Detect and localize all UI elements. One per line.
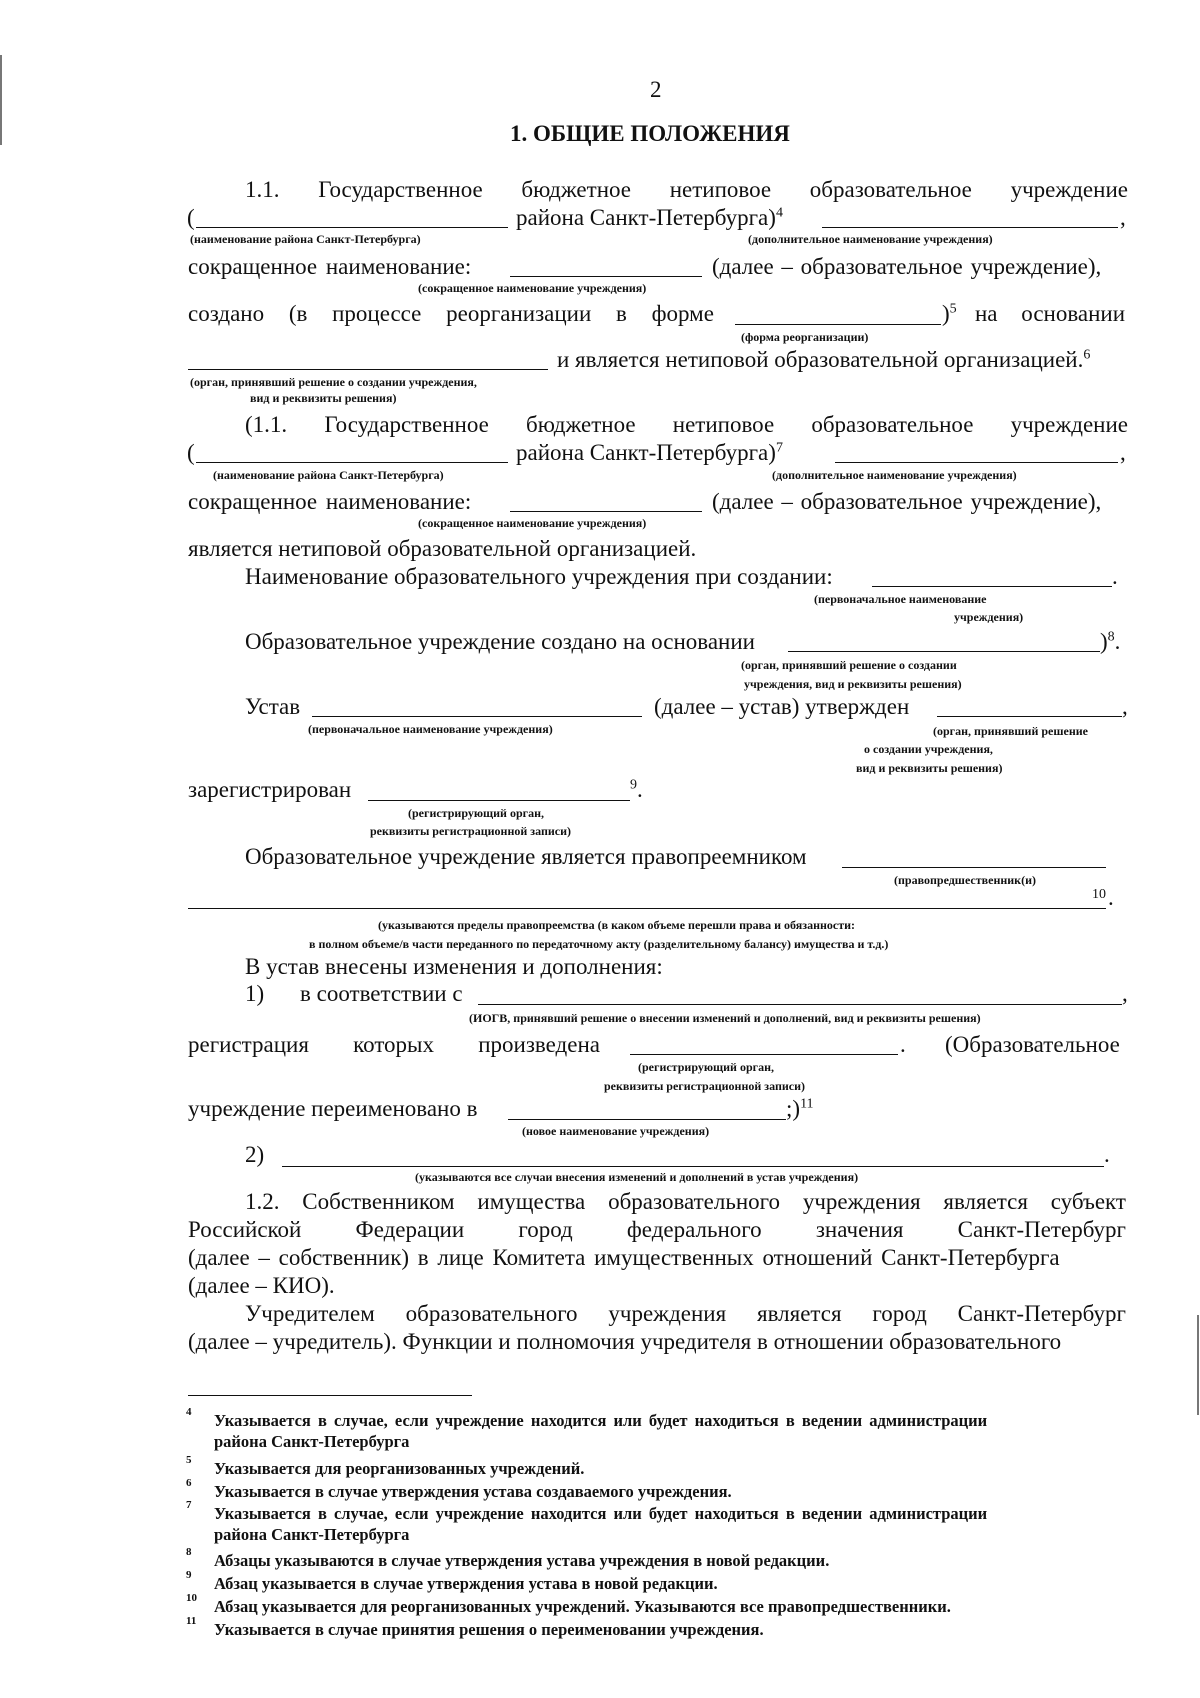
caption-registered-2: реквизиты регистрационной записи)	[370, 824, 572, 838]
amendment-item1-text: в соответствии с	[300, 981, 463, 1006]
caption-iogv: (ИОГВ, принявший решение о внесении изменений и дополнений, вид и реквизиты решения)	[469, 1011, 981, 1025]
creation-name-label: Наименование образовательного учреждения при создании:	[245, 564, 833, 589]
footnote-9-num: 9	[186, 1569, 192, 1581]
p1-line1: 1.1. Государственное бюджетное нетиповое образовательное учреждение	[245, 177, 1128, 202]
caption-amendment-reg-2: реквизиты регистрационной записи)	[604, 1079, 806, 1093]
amendment-item2-dot: .	[1104, 1142, 1110, 1167]
charter-registered: зарегистрирован	[188, 777, 352, 802]
amendments-label: В устав внесены изменения и дополнения:	[245, 954, 663, 979]
amendment-item2-num: 2)	[245, 1142, 265, 1167]
p1-short-tail: (далее – образовательное учреждение),	[712, 254, 1102, 279]
blank-creating-org	[188, 369, 548, 370]
p2-open-paren: (	[187, 440, 195, 465]
blank-creation-basis	[788, 651, 1100, 652]
charter-label: Устав	[245, 694, 301, 719]
blank-all-amendments	[282, 1166, 1104, 1167]
caption-registered-1: (регистрирующий орган,	[408, 806, 544, 820]
blank-short-name-2	[510, 511, 702, 512]
footnote-4-line2: района Санкт-Петербурга	[214, 1432, 410, 1451]
p12-line5: Учредителем образовательного учреждения является город Санкт-Петербург	[245, 1301, 1126, 1326]
footnote-5-line1: Указывается для реорганизованных учреждений.	[214, 1459, 585, 1478]
p1-open-paren: (	[187, 205, 195, 230]
successor-dot: .	[1108, 885, 1114, 910]
footnote-10-num: 10	[186, 1592, 197, 1604]
caption-initial-name-1: (первоначальное наименование	[814, 592, 987, 606]
amendment-item1-num: 1)	[245, 981, 265, 1006]
footnote-7-line2: района Санкт-Петербурга	[214, 1525, 410, 1544]
blank-amendment-registered-by	[630, 1054, 898, 1055]
footnote-7-line1: Указывается в случае, если учреждение находится или будет находиться в ведении администрации	[214, 1504, 988, 1523]
caption-district-name: (наименование района Санкт-Петербурга)	[190, 232, 421, 246]
caption-short-name: (сокращенное наименование учреждения)	[418, 281, 647, 295]
caption-creating-org-2: вид и реквизиты решения)	[250, 391, 397, 405]
p1-comma: ,	[1120, 205, 1126, 230]
caption-district-name-2: (наименование района Санкт-Петербурга)	[213, 468, 444, 482]
footnote-9-line1: Абзац указывается в случае утверждения устава в новой редакции.	[214, 1574, 718, 1593]
footnote-11-num: 11	[186, 1615, 197, 1627]
footnote-4-line1: Указывается в случае, если учреждение находится или будет находиться в ведении администрации	[214, 1411, 988, 1430]
caption-additional-name: (дополнительное наименование учреждения)	[748, 232, 993, 246]
blank-additional-name	[822, 227, 1118, 228]
p1-paren-close: )$^5$	[942, 301, 957, 326]
p2-line1: (1.1. Государственное бюджетное нетиповое образовательное учреждение	[245, 412, 1128, 437]
caption-limits-2: в полном объеме/в части переданного по передаточному акту (разделительному балансу) имущества и т.д.)	[309, 937, 889, 951]
blank-short-name	[510, 276, 702, 277]
footnote-6-num: 6	[186, 1477, 192, 1489]
p2-is-org: является нетиповой образовательной организацией.	[188, 536, 697, 561]
caption-additional-name-2: (дополнительное наименование учреждения)	[772, 468, 1017, 482]
scan-edge-left	[0, 55, 2, 145]
creation-paren-close: )$^8$.	[1100, 629, 1121, 654]
footnote-5-num: 5	[186, 1454, 192, 1466]
blank-charter-approver	[937, 716, 1122, 717]
caption-short-name-2: (сокращенное наименование учреждения)	[418, 516, 647, 530]
blank-registered-by	[368, 800, 630, 801]
caption-creation-basis-2: учреждения, вид и реквизиты решения)	[744, 677, 962, 691]
amendment-reg-dot: .	[900, 1032, 906, 1057]
caption-creation-basis-1: (орган, принявший решение о создании	[741, 658, 957, 672]
blank-iogv	[478, 1004, 1122, 1005]
p2-short-label: сокращенное наименование:	[188, 489, 472, 514]
p1-created-words: создано (в процессе реорганизации в форме	[188, 301, 714, 326]
footnote-6-line1: Указывается в случае утверждения устава создаваемого учреждения.	[214, 1482, 732, 1501]
creation-basis-label: Образовательное учреждение создано на основании	[245, 629, 755, 654]
amendment-renamed: учреждение переименовано в	[188, 1096, 478, 1121]
blank-district-name-2	[196, 462, 508, 463]
amendment-reg-tail: (Образовательное	[945, 1032, 1120, 1057]
caption-new-name: (новое наименование учреждения)	[522, 1124, 710, 1138]
p2-short-tail: (далее – образовательное учреждение),	[712, 489, 1102, 514]
caption-limits-1: (указываются пределы правопреемства (в каком объеме перешли права и обязанности:	[378, 918, 856, 932]
amendment-comma: ,	[1122, 981, 1128, 1006]
caption-creating-org-1: (орган, принявший решение о создании учреждения,	[190, 375, 477, 389]
caption-reorg-form: (форма реорганизации)	[741, 330, 869, 344]
p12-line1: 1.2. Собственником имущества образовательного учреждения является субъект	[245, 1189, 1126, 1214]
charter-mid: (далее – устав) утвержден	[654, 694, 910, 719]
p12-line4: (далее – КИО).	[188, 1273, 335, 1298]
caption-charter-org-1: (орган, принявший решение	[933, 724, 1088, 738]
amendment-renamed-end: ;)$^{11}$	[786, 1096, 814, 1121]
charter-comma: ,	[1122, 694, 1128, 719]
blank-additional-name-2	[835, 462, 1118, 463]
p12-line2: Российской Федерации город федерального значения Санкт-Петербург	[188, 1217, 1126, 1242]
p2-district-text: района Санкт-Петербурга)$^7$	[516, 440, 783, 465]
blank-district-name	[196, 227, 508, 228]
footnote-separator	[188, 1395, 472, 1396]
footnote-8-line1: Абзацы указываются в случае утверждения устава учреждения в новой редакции.	[214, 1551, 830, 1570]
p12-line3: (далее – собственник) в лице Комитета имущественных отношений Санкт-Петербурга	[188, 1245, 1060, 1270]
p1-short-label: сокращенное наименование:	[188, 254, 472, 279]
p2-comma: ,	[1120, 440, 1126, 465]
p12-line6: (далее – учредитель). Функции и полномочия учредителя в отношении образовательного	[188, 1329, 1062, 1354]
blank-succession-limits	[188, 908, 1106, 909]
scan-edge-right	[1197, 1315, 1199, 1415]
p1-is-org: и является нетиповой образовательной организацией.$^6$	[557, 347, 1091, 372]
caption-charter-org-2: о создании учреждения,	[864, 742, 993, 756]
footnote-4-num: 4	[186, 1406, 192, 1418]
blank-reorg-form	[735, 324, 941, 325]
charter-sup9: $^9$.	[630, 777, 643, 802]
p1-on-basis: на основании	[975, 301, 1126, 326]
section-heading: 1. ОБЩИЕ ПОЛОЖЕНИЯ	[510, 121, 790, 146]
blank-new-name	[508, 1119, 786, 1120]
caption-initial-name-2: учреждения)	[954, 610, 1024, 624]
amendment-registration-words: регистрация которых произведена	[188, 1032, 600, 1057]
footnote-7-num: 7	[186, 1499, 192, 1511]
blank-charter-initial-name	[312, 716, 642, 717]
page-number: 2	[650, 77, 662, 102]
blank-initial-name	[872, 586, 1112, 587]
caption-charter-org-3: вид и реквизиты решения)	[856, 761, 1003, 775]
p1-district-text: района Санкт-Петербурга)$^4$	[516, 205, 783, 230]
caption-predecessor: (правопредшественник(и)	[894, 873, 1037, 887]
successor-label: Образовательное учреждение является правопреемником	[245, 844, 807, 869]
successor-sup10: 10	[1092, 887, 1106, 902]
caption-amendment-reg-1: (регистрирующий орган,	[638, 1060, 774, 1074]
footnote-11-line1: Указывается в случае принятия решения о переименовании учреждения.	[214, 1620, 764, 1639]
creation-dot: .	[1112, 564, 1118, 589]
footnote-10-line1: Абзац указывается для реорганизованных учреждений. Указываются все правопредшественники.	[214, 1597, 951, 1616]
caption-charter-initial: (первоначальное наименование учреждения)	[308, 722, 553, 736]
caption-all-amendments: (указываются все случаи внесения изменений и дополнений в устав учреждения)	[415, 1170, 859, 1184]
footnote-8-num: 8	[186, 1546, 192, 1558]
blank-predecessor	[842, 867, 1106, 868]
